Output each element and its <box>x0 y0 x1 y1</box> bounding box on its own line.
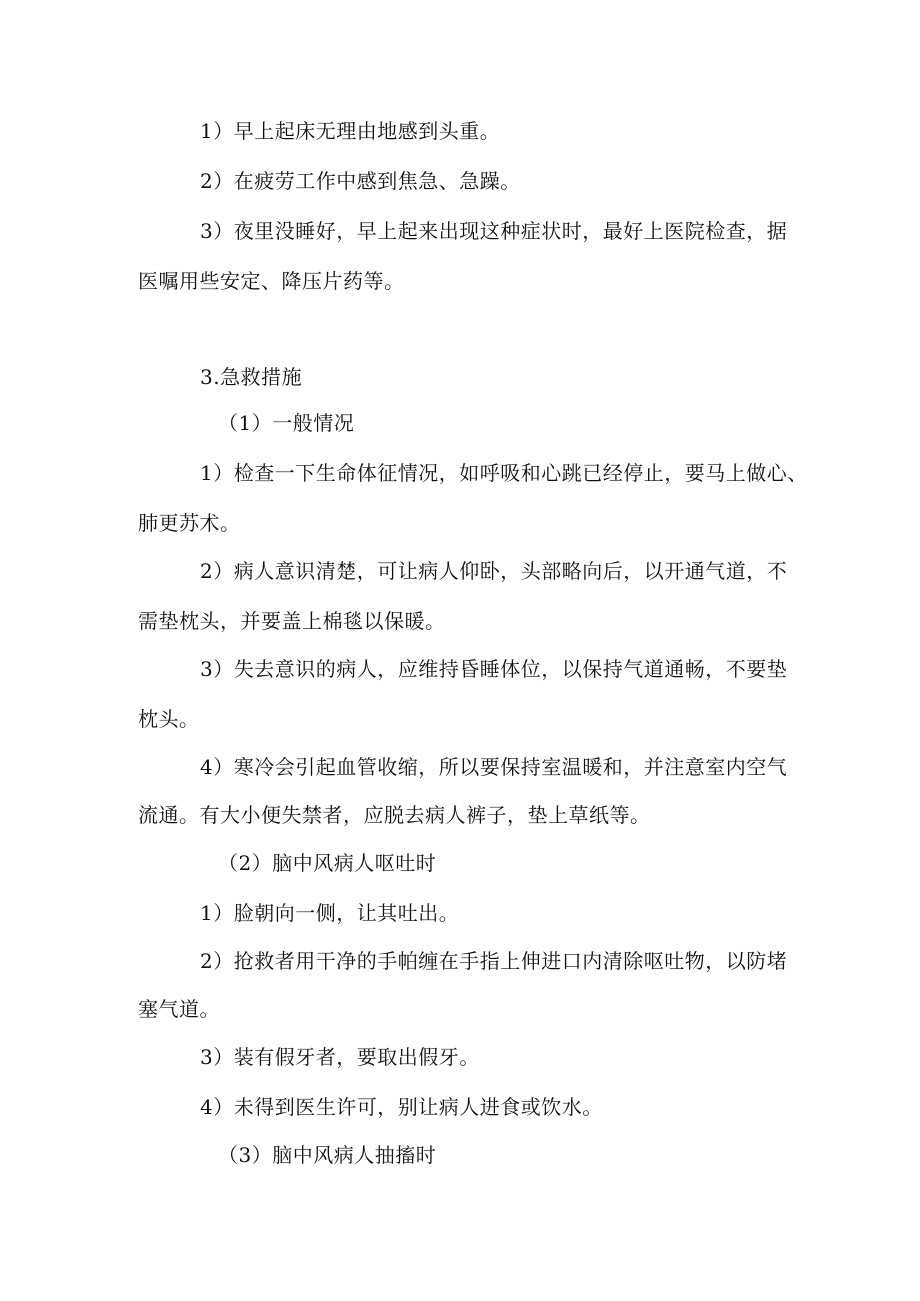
subsection-heading-2: （2）脑中风病人呕吐时 <box>218 851 437 875</box>
paragraph-line: 4）寒冷会引起血管收缩，所以要保持室温暖和，并注意室内空气 <box>200 755 788 779</box>
list-item-2-line: 2）在疲劳工作中感到焦急、急躁。 <box>200 169 521 193</box>
paragraph-continuation: 枕头。 <box>138 707 200 731</box>
paragraph-line: 4）未得到医生许可，别让病人进食或饮水。 <box>200 1095 603 1119</box>
section-heading: 3.急救措施 <box>200 365 303 389</box>
paragraph-continuation: 肺更苏术。 <box>138 511 241 535</box>
subsection-heading-3: （3）脑中风病人抽搐时 <box>218 1143 437 1167</box>
subsection-heading-1: （1）一般情况 <box>218 411 355 435</box>
paragraph-line: 1）脸朝向一侧，让其吐出。 <box>200 901 460 925</box>
paragraph-line: 3）失去意识的病人，应维持昏睡体位，以保持气道通畅，不要垫 <box>200 657 788 681</box>
paragraph-line: 1）检查一下生命体征情况，如呼吸和心跳已经停止，要马上做心、 <box>200 461 808 485</box>
paragraph-line: 2）抢救者用干净的手帕缠在手指上伸进口内清除呕吐物，以防堵 <box>200 949 788 973</box>
paragraph-line: 3）装有假牙者，要取出假牙。 <box>200 1045 480 1069</box>
list-item-1-line: 1）早上起床无理由地感到头重。 <box>200 119 501 143</box>
paragraph-continuation: 流通。有大小便失禁者，应脱去病人裤子，垫上草纸等。 <box>138 803 651 827</box>
list-item-3-line: 3）夜里没睡好，早上起来出现这种症状时，最好上医院检查，据 <box>200 219 788 243</box>
list-item-3-continuation: 医嘱用些安定、降压片药等。 <box>138 269 405 293</box>
paragraph-continuation: 塞气道。 <box>138 997 220 1021</box>
paragraph-line: 2）病人意识清楚，可让病人仰卧，头部略向后，以开通气道，不 <box>200 559 788 583</box>
paragraph-continuation: 需垫枕头，并要盖上棉毯以保暖。 <box>138 609 446 633</box>
